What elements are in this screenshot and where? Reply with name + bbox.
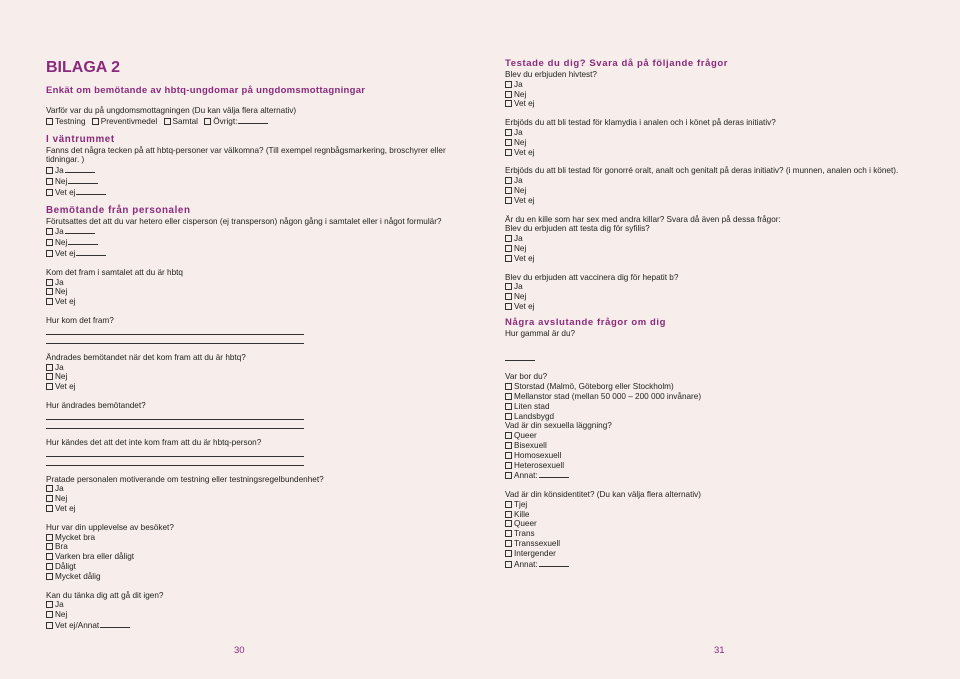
option-kille[interactable]: Kille: [505, 510, 935, 520]
checkbox[interactable]: [46, 534, 53, 541]
option-landsbygd[interactable]: Landsbygd: [505, 412, 935, 422]
checkbox[interactable]: [46, 228, 53, 235]
checkbox[interactable]: [505, 432, 512, 439]
option-ja[interactable]: Ja: [46, 363, 426, 373]
checkbox[interactable]: [204, 118, 211, 125]
checkbox[interactable]: [505, 550, 512, 557]
option-preventivmedel[interactable]: Preventivmedel: [92, 117, 157, 127]
option-ja[interactable]: Ja: [505, 282, 935, 292]
option-samtal[interactable]: Samtal: [164, 117, 198, 127]
checkbox[interactable]: [505, 383, 512, 390]
fill-in-line[interactable]: [238, 116, 268, 124]
option-bisexuell[interactable]: Bisexuell: [505, 441, 935, 451]
option-nej[interactable]: Nej: [46, 372, 426, 382]
checkbox[interactable]: [505, 255, 512, 262]
option-nej[interactable]: Nej: [505, 138, 935, 148]
option-nej[interactable]: Nej: [46, 494, 426, 504]
checkbox[interactable]: [92, 118, 99, 125]
experience-question: Hur var din upplevelse av besöket?: [46, 522, 174, 532]
fill-in-line[interactable]: [505, 353, 535, 361]
checkbox[interactable]: [46, 373, 53, 380]
fill-in-line[interactable]: [76, 187, 106, 195]
checkbox[interactable]: [505, 501, 512, 508]
checkbox[interactable]: [46, 383, 53, 390]
option-ja[interactable]: Ja: [46, 484, 426, 494]
option-ja[interactable]: Ja: [505, 80, 935, 90]
fill-in-line[interactable]: [65, 226, 95, 234]
staff-motivating-question: Pratade personalen motiverande om testning eller testningsregelbundenhet?: [46, 474, 324, 484]
appendix-title: BILAGA 2: [46, 59, 121, 76]
checkbox[interactable]: [46, 239, 53, 246]
option-tjej[interactable]: Tjej: [505, 500, 935, 510]
checkbox[interactable]: [505, 403, 512, 410]
checkbox[interactable]: [505, 129, 512, 136]
gonorrhea-question: Erbjöds du att bli testad för gonorré oralt, analt och genitalt på deras initiativ? (i munnen, analen och i könet).: [505, 166, 899, 176]
checkbox[interactable]: [46, 601, 53, 608]
fill-in-line[interactable]: [68, 176, 98, 184]
option-mellanstor-stad[interactable]: Mellanstor stad (mellan 50 000 – 200 000 invånare): [505, 392, 935, 402]
option-nej[interactable]: Nej: [46, 176, 426, 187]
final-heading: Några avslutande frågor om dig: [505, 316, 667, 328]
checkbox[interactable]: [46, 250, 53, 257]
option-vet-ej[interactable]: Vet ej: [505, 196, 935, 206]
checkbox[interactable]: [505, 245, 512, 252]
survey-title: Enkät om bemötande av hbtq-ungdomar på ungdomsmottagningar: [46, 85, 366, 96]
option-queer[interactable]: Queer: [505, 519, 935, 529]
option-bra[interactable]: Bra: [46, 542, 426, 552]
checkbox[interactable]: [505, 442, 512, 449]
answer-line[interactable]: [46, 448, 304, 457]
answer-line[interactable]: [46, 335, 304, 344]
assumed-question: Förutsattes det att du var hetero eller cisperson (ej transperson) någon gång i samtalet eller i något formulär?: [46, 216, 442, 226]
checkbox[interactable]: [505, 187, 512, 194]
option-vet-ej[interactable]: Vet ej: [46, 248, 426, 259]
option-annat[interactable]: Annat:: [505, 559, 935, 570]
option-nej[interactable]: Nej: [505, 292, 935, 302]
checkbox[interactable]: [505, 283, 512, 290]
checkbox[interactable]: [505, 91, 512, 98]
how-changed-question: Hur ändrades bemötandet?: [46, 400, 146, 410]
came-out-question: Kom det fram i samtalet att du är hbtq: [46, 267, 183, 277]
checkbox[interactable]: [505, 462, 512, 469]
answer-line[interactable]: [46, 326, 304, 335]
checkbox[interactable]: [505, 197, 512, 204]
staff-heading: Bemötande från personalen: [46, 204, 191, 216]
option-varken[interactable]: Varken bra eller dåligt: [46, 552, 426, 562]
option-intergender[interactable]: Intergender: [505, 549, 935, 559]
checkbox[interactable]: [46, 573, 53, 580]
orientation-question: Vad är din sexuella läggning?: [505, 421, 612, 431]
waiting-room-heading: I väntrummet: [46, 133, 115, 145]
checkbox[interactable]: [46, 364, 53, 371]
checkbox[interactable]: [505, 472, 512, 479]
checkbox[interactable]: [46, 611, 53, 618]
option-vet-ej[interactable]: Vet ej: [46, 187, 426, 198]
hiv-question: Blev du erbjuden hivtest?: [505, 70, 597, 79]
checkbox[interactable]: [505, 235, 512, 242]
signs-question-cont: tidningar. ): [46, 155, 85, 165]
page-number: 31: [714, 645, 725, 656]
gender-question: Vad är din könsidentitet? (Du kan välja flera alternativ): [505, 490, 701, 500]
checkbox[interactable]: [46, 485, 53, 492]
boy-question: Är du en kille som har sex med andra killar? Svara då även på dessa frågor:: [505, 214, 781, 224]
checkbox[interactable]: [164, 118, 171, 125]
age-question: Hur gammal är du?: [505, 328, 576, 338]
residence-question: Var bor du?: [505, 372, 548, 382]
checkbox[interactable]: [505, 303, 512, 310]
fill-in-line[interactable]: [76, 248, 106, 256]
left-column: [46, 58, 446, 631]
option-ja[interactable]: Ja: [505, 176, 935, 186]
option-daligt[interactable]: Dåligt: [46, 562, 426, 572]
age-answer[interactable]: [505, 353, 935, 364]
option-trans[interactable]: Trans: [505, 529, 935, 539]
syphilis-question: Blev du erbjuden att testa dig för syfilis?: [505, 224, 650, 234]
answer-line[interactable]: [46, 420, 304, 429]
option-ja[interactable]: Ja: [46, 600, 426, 610]
option-ja[interactable]: Ja: [46, 165, 426, 176]
checkbox[interactable]: [46, 505, 53, 512]
option-vet-ej-annat[interactable]: Vet ej/Annat: [46, 620, 426, 631]
checkbox[interactable]: [505, 293, 512, 300]
fill-in-line[interactable]: [100, 620, 130, 628]
fill-in-line[interactable]: [65, 165, 95, 173]
option-vet-ej[interactable]: Vet ej: [505, 148, 935, 158]
checkbox[interactable]: [46, 298, 53, 305]
fill-in-line[interactable]: [68, 237, 98, 245]
option-vet-ej[interactable]: Vet ej: [46, 504, 426, 514]
visit-reason-question: Varför var du på ungdomsmottagningen (Du kan välja flera alternativ): [46, 106, 297, 115]
return-question: Kan du tänka dig att gå dit igen?: [46, 590, 164, 600]
checkbox[interactable]: [505, 393, 512, 400]
option-nej[interactable]: Nej: [46, 287, 426, 297]
option-nej[interactable]: Nej: [505, 90, 935, 100]
checkbox[interactable]: [46, 288, 53, 295]
option-mycket-dalig[interactable]: Mycket dålig: [46, 572, 426, 582]
checkbox[interactable]: [505, 413, 512, 420]
checkbox[interactable]: [46, 553, 53, 560]
right-page: [480, 0, 960, 679]
option-annat[interactable]: Annat:: [505, 470, 935, 481]
option-vet-ej[interactable]: Vet ej: [46, 297, 426, 307]
option-nej[interactable]: Nej: [505, 186, 935, 196]
checkbox[interactable]: [505, 149, 512, 156]
hepatitis-question: Blev du erbjuden att vaccinera dig för hepatit b?: [505, 272, 679, 282]
checkbox[interactable]: [505, 530, 512, 537]
option-nej[interactable]: Nej: [46, 237, 426, 248]
checkbox[interactable]: [46, 178, 53, 185]
checkbox[interactable]: [46, 495, 53, 502]
option-heterosexuell[interactable]: Heterosexuell: [505, 461, 935, 471]
checkbox[interactable]: [46, 543, 53, 550]
checkbox[interactable]: [46, 279, 53, 286]
option-ja[interactable]: Ja: [505, 234, 935, 244]
checkbox[interactable]: [505, 81, 512, 88]
option-homosexuell[interactable]: Homosexuell: [505, 451, 935, 461]
checkbox[interactable]: [46, 118, 53, 125]
option-vet-ej[interactable]: Vet ej: [505, 254, 935, 264]
checkbox[interactable]: [505, 139, 512, 146]
checkbox[interactable]: [505, 540, 512, 547]
checkbox[interactable]: [505, 452, 512, 459]
fill-in-line[interactable]: [539, 470, 569, 478]
option-ovrigt[interactable]: Övrigt:: [204, 116, 268, 127]
option-ja[interactable]: Ja: [505, 128, 935, 138]
how-came-out-question: Hur kom det fram?: [46, 315, 114, 325]
checkbox[interactable]: [46, 167, 53, 174]
option-testning[interactable]: Testning: [46, 117, 86, 127]
checkbox[interactable]: [505, 520, 512, 527]
option-ja[interactable]: Ja: [46, 226, 426, 237]
option-vet-ej[interactable]: Vet ej: [46, 382, 426, 392]
chlamydia-question: Erbjöds du att bli testad för klamydia i analen och i könet på deras initiativ?: [505, 118, 776, 128]
checkbox[interactable]: [46, 563, 53, 570]
checkbox[interactable]: [505, 561, 512, 568]
option-nej[interactable]: Nej: [46, 610, 426, 620]
option-ja[interactable]: Ja: [46, 278, 426, 288]
checkbox[interactable]: [505, 511, 512, 518]
tested-heading: Testade du dig? Svara då på följande frågor: [505, 58, 729, 69]
checkbox[interactable]: [46, 189, 53, 196]
option-transsexuell[interactable]: Transsexuell: [505, 539, 935, 549]
changed-question: Ändrades bemötandet när det kom fram att du är hbtq?: [46, 352, 246, 362]
answer-line[interactable]: [46, 411, 304, 420]
option-vet-ej[interactable]: Vet ej: [505, 99, 935, 109]
option-storstad[interactable]: Storstad (Malmö, Göteborg eller Stockholm): [505, 382, 935, 392]
page-number: 30: [234, 645, 245, 656]
checkbox[interactable]: [505, 100, 512, 107]
right-column: [505, 58, 935, 569]
option-mycket-bra[interactable]: Mycket bra: [46, 533, 426, 543]
checkbox[interactable]: [505, 177, 512, 184]
visit-reason-options: [46, 116, 426, 127]
answer-line[interactable]: [46, 457, 304, 466]
fill-in-line[interactable]: [539, 559, 569, 567]
option-liten-stad[interactable]: Liten stad: [505, 402, 935, 412]
checkbox[interactable]: [46, 622, 53, 629]
not-came-out-question: Hur kändes det att det inte kom fram att du är hbtq-person?: [46, 437, 262, 447]
option-nej[interactable]: Nej: [505, 244, 935, 254]
signs-question: Fanns det några tecken på att hbtq-personer var välkomna? (Till exempel regnbågsmarkering, broschyrer eller: [46, 145, 446, 155]
option-queer[interactable]: Queer: [505, 431, 935, 441]
option-vet-ej[interactable]: Vet ej: [505, 302, 935, 312]
